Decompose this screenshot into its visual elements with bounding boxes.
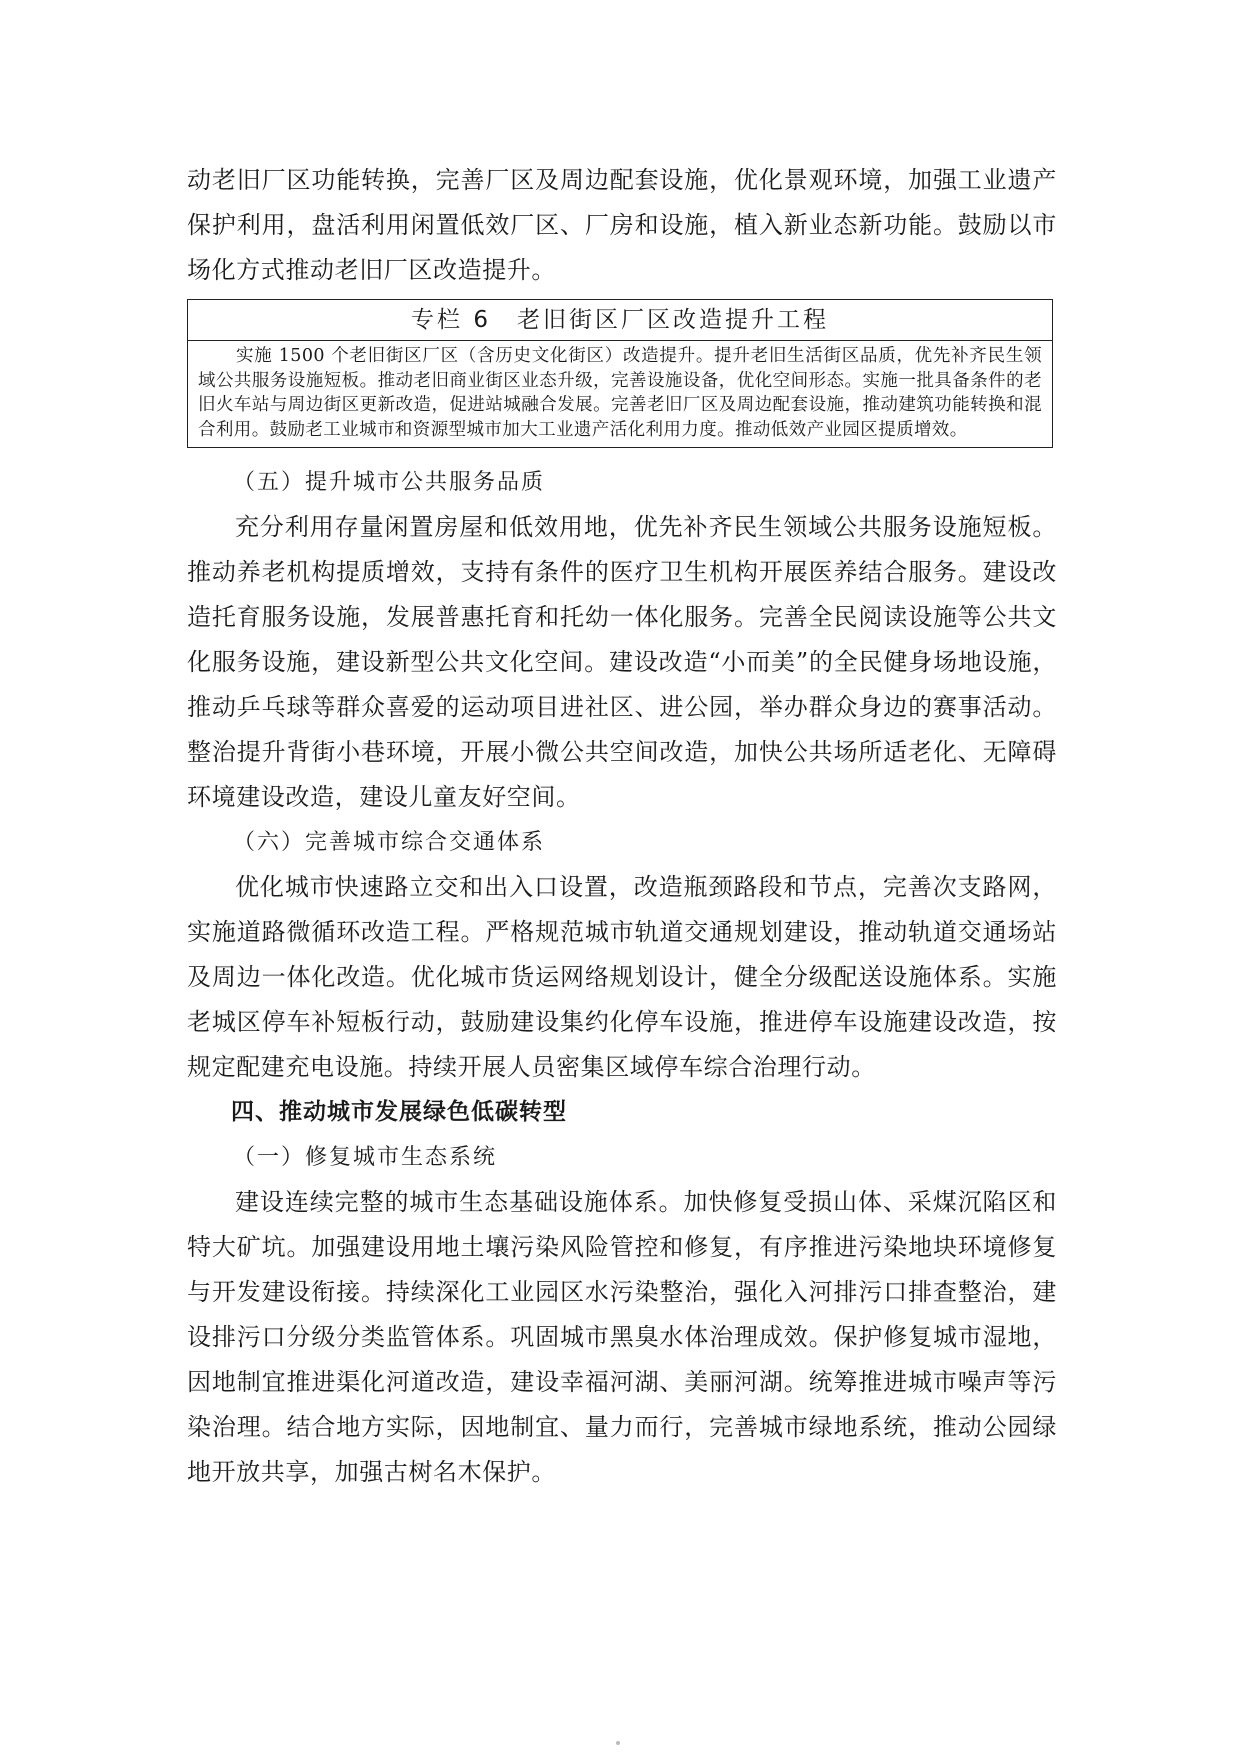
column-box <box>187 299 1053 448</box>
page-footer-mark <box>616 1741 620 1745</box>
column-box-title: 专栏 6 老旧街区厂区改造提升工程 <box>188 300 1052 341</box>
paragraph-public-services: 充分利用存量闲置房屋和低效用地，优先补齐民生领域公共服务设施短板。推动养老机构提质增效，支持有条件的医疗卫生机构开展医养结合服务。建设改造托育服务设施，发展普惠托育和托幼一体化服务。完善全民阅读设施等公共文化服务设施，建设新型公共文化空间。建设改造“小而美”的全民健身场地设施，推动乒乓球等群众喜爱的运动项目进社区、进公园，举办群众身边的赛事活动。整治提升背街小巷环境，开展小微公共空间改造，加快公共场所适老化、无障碍环境建设改造，建设儿童友好空间。 <box>187 513 1057 811</box>
paragraph-transport: 优化城市快速路立交和出入口设置，改造瓶颈路段和节点，完善次支路网，实施道路微循环改造工程。严格规范城市轨道交通规划建设，推动轨道交通场站及周边一体化改造。优化城市货运网络规划设计，健全分级配送设施体系。实施老城区停车补短板行动，鼓励建设集约化停车设施，推进停车设施建设改造，按规定配建充电设施。持续开展人员密集区域停车综合治理行动。 <box>187 873 1057 1081</box>
section-heading-green-transition: 四、推动城市发展绿色低碳转型 <box>231 1099 567 1125</box>
subheading-public-services: （五）提升城市公共服务品质 <box>233 470 546 495</box>
paragraph-ecosystem: 建设连续完整的城市生态基础设施体系。加快修复受损山体、采煤沉陷区和特大矿坑。加强建设用地土壤污染风险管控和修复，有序推进污染地块环境修复与开发建设衔接。持续深化工业园区水污染整治，强化入河排污口排查整治，建设排污口分级分类监管体系。巩固城市黑臭水体治理成效。保护修复城市湿地，因地制宜推进渠化河道改造，建设幸福河湖、美丽河湖。统筹推进城市噪声等污染治理。结合地方实际，因地制宜、量力而行，完善城市绿地系统，推动公园绿地开放共享，加强古树名木保护。 <box>187 1188 1057 1486</box>
subheading-transport: （六）完善城市综合交通体系 <box>233 830 546 855</box>
document-page <box>187 158 1057 1495</box>
column-box-body: 实施 1500 个老旧街区厂区（含历史文化街区）改造提升。提升老旧生活街区品质，优先补齐民生领域公共服务设施短板。推动老旧商业街区业态升级，完善设施设备，优化空间形态。实施一批具备条件的老旧火车站与周边街区更新改造，促进站城融合发展。完善老旧厂区及周边配套设施，推动建筑功能转换和混合利用。鼓励老工业城市和资源型城市加大工业遗产活化利用力度。推动低效产业园区提质增效。 <box>198 346 1042 440</box>
subheading-ecosystem: （一）修复城市生态系统 <box>233 1145 498 1170</box>
paragraph-factory-renovation: 动老旧厂区功能转换，完善厂区及周边配套设施，优化景观环境，加强工业遗产保护利用，盘活利用闲置低效厂区、厂房和设施，植入新业态新功能。鼓励以市场化方式推动老旧厂区改造提升。 <box>187 166 1057 284</box>
